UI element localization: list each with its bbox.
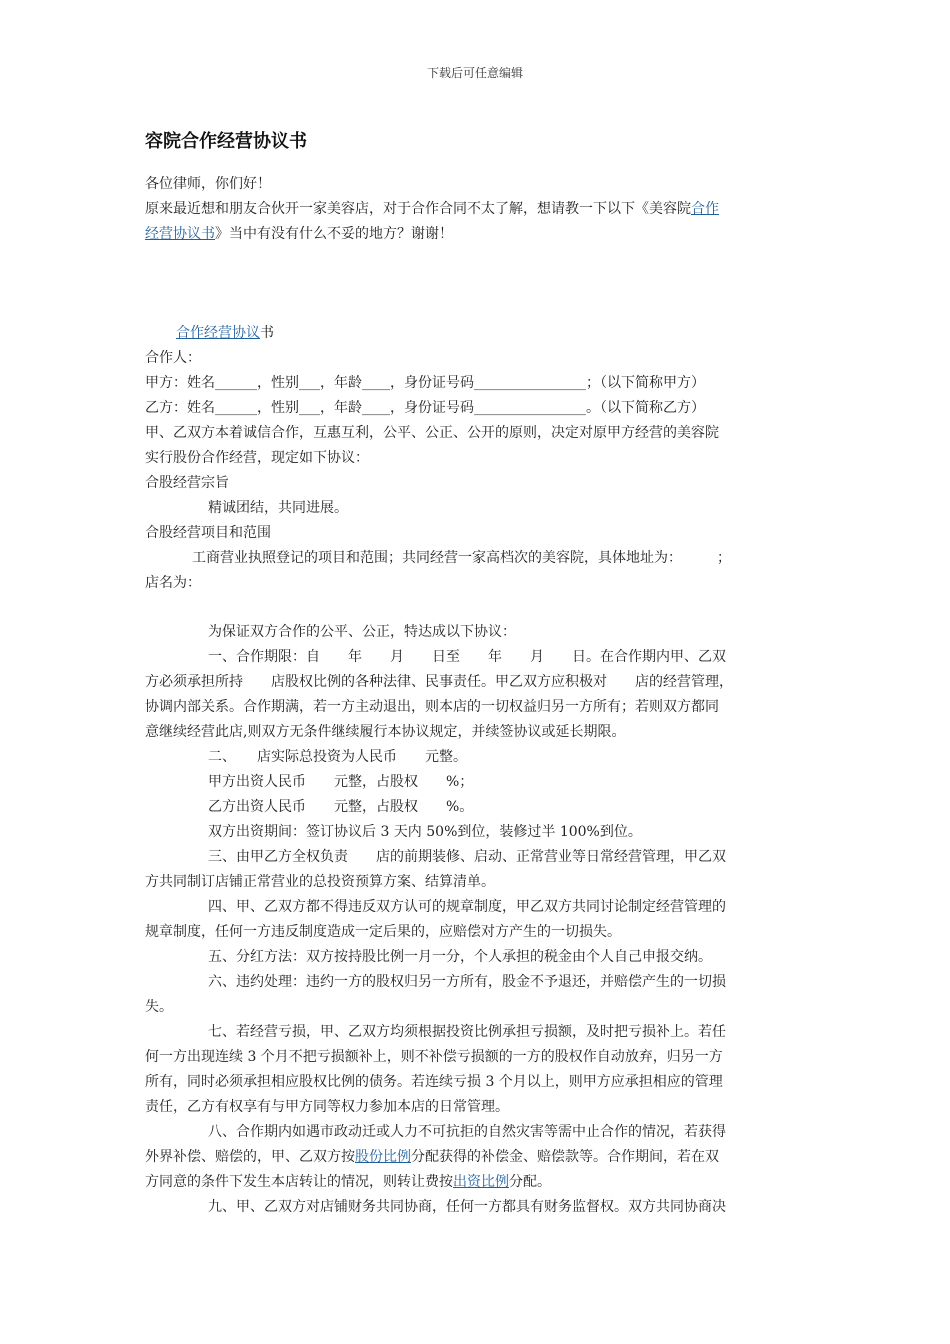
page-header: 下载后可任意编辑 [426,66,523,80]
clause-8-line-1: 八、合作期内如遇市政动迁或人力不可抗拒的自然灾害等需中止合作的情况，若获得 [208,1124,726,1140]
doc-heading: 合作经营协议书 [176,325,274,341]
scope-text-2: 店名为： [145,575,201,591]
clause-7-line-2: 何一方出现连续 3 个月不把亏损额补上，则不补偿亏损额的一方的股权作自动放弃，归另一方 [145,1049,723,1065]
clause-3-line-2: 方共同制订店铺正常营业的总投资预算方案、结算清单。 [145,874,495,890]
clause-8-line-2: 外界补偿、赔偿的，甲、乙双方按股份比例分配获得的补偿金、赔偿款等。合作期间，若在双 [145,1149,719,1165]
link-agreement[interactable]: 经营协议书 [145,226,215,242]
clause-1-line-4: 意继续经营此店,则双方无条件继续履行本协议规定，并续签协议或延长期限。 [145,724,626,740]
clause-9-line-1: 九、甲、乙双方对店铺财务共同协商，任何一方都具有财务监督权。双方共同协商决 [208,1199,726,1215]
clause-4-line-1: 四、甲、乙双方都不得违反双方认可的规章制度，甲乙双方共同讨论制定经营管理的 [208,899,726,915]
agree-intro: 为保证双方合作的公平、公正，特达成以下协议： [208,624,516,640]
clause-1-line-2: 方必须承担所持 店股权比例的各种法律、民事责任。甲乙双方应积极对 店的经营管理， [145,674,733,690]
clause-1-line-1: 一、合作期限：自 年 月 日至 年 月 日。在合作期内甲、乙双 [208,649,726,665]
partners-label: 合作人： [145,350,201,366]
clause-7-line-3: 所有，同时必须承担相应股权比例的债务。若连续亏损 3 个月以上，则甲方应承担相应的管理 [145,1074,723,1090]
clause-2-line-2: 甲方出资人民币 元整，占股权 %； [208,774,474,790]
clause-1-line-3: 协调内部关系。合作期满，若一方主动退出，则本店的一切权益归另一方所有；若则双方都同 [145,699,719,715]
preamble-1: 甲、乙双方本着诚信合作，互惠互利，公平、公正、公开的原则，决定对原甲方经营的美容院 [145,425,719,441]
clause-4-line-2: 规章制度，任何一方违反制度造成一定后果的，应赔偿对方产生的一切损失。 [145,924,621,940]
clause-2-line-3: 乙方出资人民币 元整，占股权 %。 [208,799,474,815]
link-capital-ratio[interactable]: 出资比例 [453,1174,509,1190]
scope-text-1: 工商营业执照登记的项目和范围；共同经营一家高档次的美容院，具体地址为： ； [192,550,731,566]
intro-line-2: 经营协议书》当中有没有什么不妥的地方？谢谢！ [145,226,453,242]
clause-2-line-4: 双方出资期间：签订协议后 3 天内 50%到位，装修过半 100%到位。 [208,824,642,840]
clause-6-line-1: 六、违约处理：违约一方的股权归另一方所有，股金不予退还，并赔偿产生的一切损 [208,974,726,990]
intro-line-1: 原来最近想和朋友合伙开一家美容店，对于合作合同不太了解，想请教一下以下《美容院合作 [145,201,719,217]
link-cooperation[interactable]: 合作 [691,201,719,217]
clause-5: 五、分红方法：双方按持股比例一月一分，个人承担的税金由个人自己申报交纳。 [208,949,712,965]
party-b: 乙方：姓名______，性别___，年龄____，身份证号码________________。（以下简称乙方） [145,400,705,416]
clause-2-line-1: 二、 店实际总投资为人民币 元整。 [208,749,467,765]
party-a: 甲方：姓名______，性别___，年龄____，身份证号码________________；（以下简称甲方） [145,375,705,391]
scope-heading: 合股经营项目和范围 [145,525,271,541]
clause-3-line-1: 三、由甲乙方全权负责 店的前期装修、启动、正常营业等日常经营管理，甲乙双 [208,849,726,865]
page-title: 容院合作经营协议书 [145,131,307,152]
greeting: 各位律师，你们好！ [145,176,271,192]
clause-7-line-1: 七、若经营亏损，甲、乙双方均须根据投资比例承担亏损额，及时把亏损补上。若任 [208,1024,726,1040]
preamble-2: 实行股份合作经营，现定如下协议： [145,450,369,466]
clause-7-line-4: 责任，乙方有权享有与甲方同等权力参加本店的日常管理。 [145,1099,509,1115]
link-doc-heading[interactable]: 合作经营协议 [176,325,260,341]
link-share-ratio[interactable]: 股份比例 [355,1149,411,1165]
purpose-text: 精诚团结，共同进展。 [208,500,348,516]
clause-6-line-2: 失。 [145,999,173,1015]
clause-8-line-3: 方同意的条件下发生本店转让的情况，则转让费按出资比例分配。 [145,1174,551,1190]
purpose-heading: 合股经营宗旨 [145,475,229,491]
